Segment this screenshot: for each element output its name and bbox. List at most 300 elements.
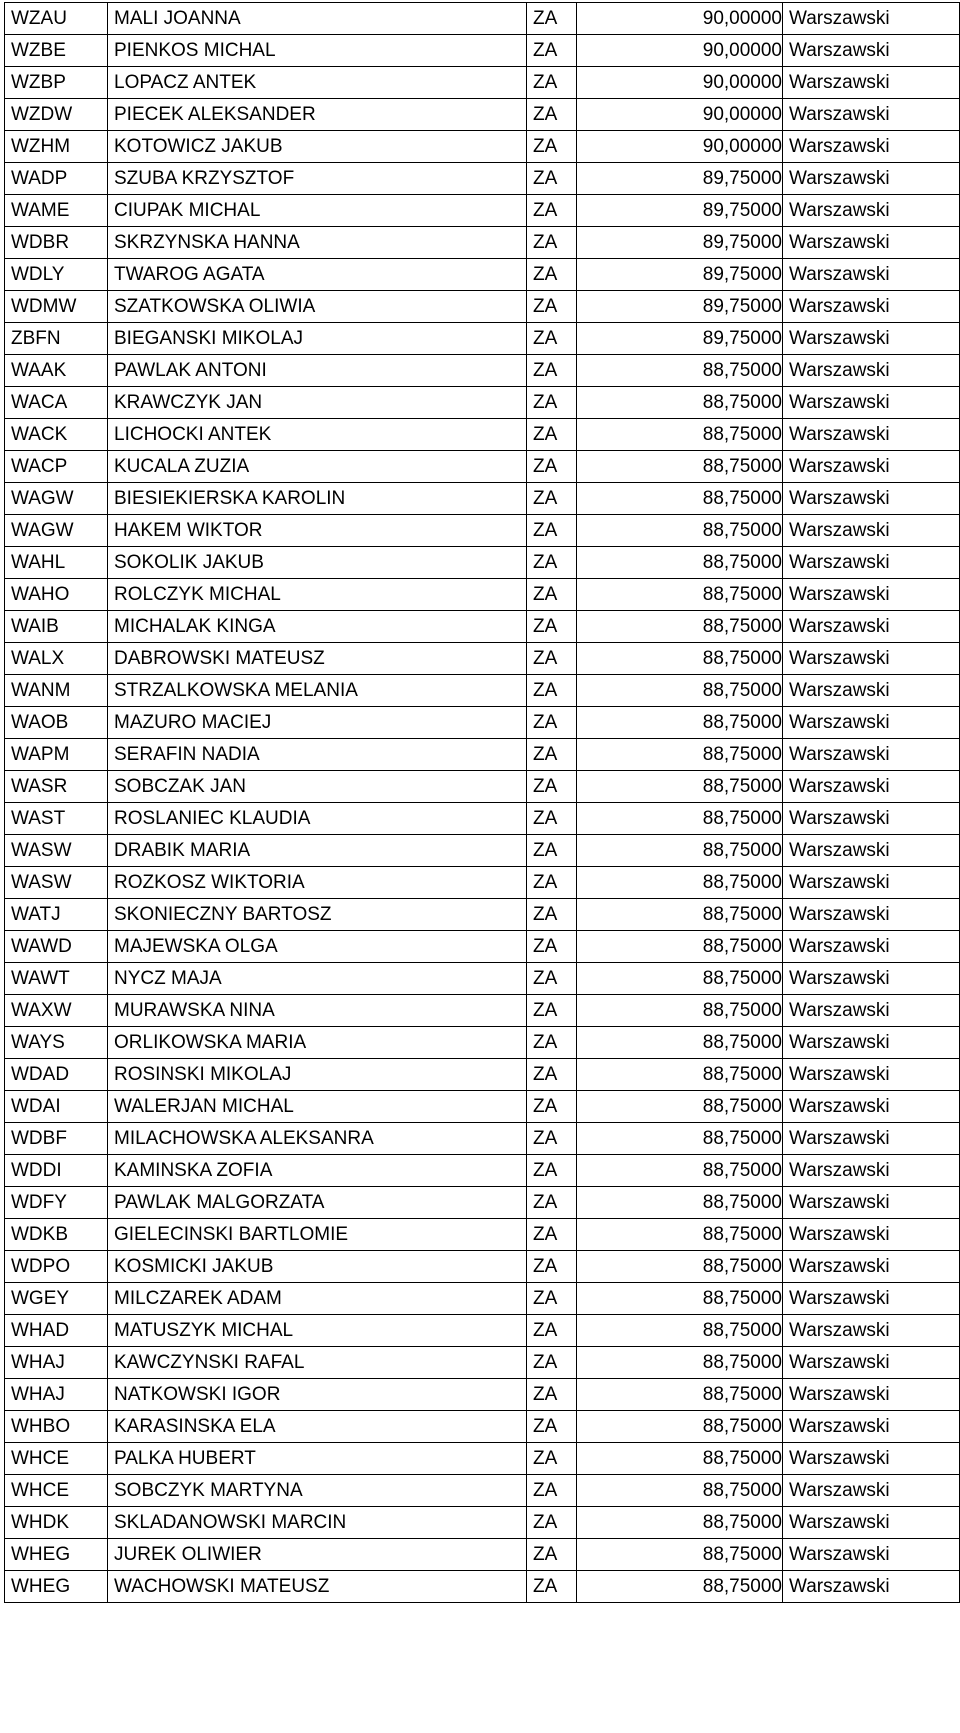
row-score-cell: 88,75000: [577, 387, 783, 419]
row-code-cell: WDAD: [5, 1059, 108, 1091]
row-class-cell: ZA: [527, 451, 577, 483]
row-region-cell: Warszawski: [783, 1219, 960, 1251]
row-class-cell: ZA: [527, 1155, 577, 1187]
table-row: [5, 899, 960, 931]
row-class-cell: ZA: [527, 1443, 577, 1475]
row-name-cell: PIECEK ALEKSANDER: [108, 99, 527, 131]
row-code-cell: WAAK: [5, 355, 108, 387]
row-code-cell: WDDI: [5, 1155, 108, 1187]
row-name-cell: KUCALA ZUZIA: [108, 451, 527, 483]
row-name-cell: MAZURO MACIEJ: [108, 707, 527, 739]
table-row: [5, 547, 960, 579]
row-class-cell: ZA: [527, 99, 577, 131]
row-class-cell: ZA: [527, 1027, 577, 1059]
row-name-cell: SKRZYNSKA HANNA: [108, 227, 527, 259]
row-region-cell: Warszawski: [783, 643, 960, 675]
table-row: [5, 1315, 960, 1347]
row-score-cell: 88,75000: [577, 931, 783, 963]
table-row: [5, 1539, 960, 1571]
row-region-cell: Warszawski: [783, 867, 960, 899]
table-row: [5, 611, 960, 643]
row-score-cell: 90,00000: [577, 99, 783, 131]
row-code-cell: WHAJ: [5, 1347, 108, 1379]
row-name-cell: SKLADANOWSKI MARCIN: [108, 1507, 527, 1539]
row-class-cell: ZA: [527, 1379, 577, 1411]
row-score-cell: 88,75000: [577, 1379, 783, 1411]
row-score-cell: 88,75000: [577, 1027, 783, 1059]
row-code-cell: WAHL: [5, 547, 108, 579]
row-class-cell: ZA: [527, 867, 577, 899]
row-score-cell: 88,75000: [577, 867, 783, 899]
row-region-cell: Warszawski: [783, 1507, 960, 1539]
row-name-cell: NATKOWSKI IGOR: [108, 1379, 527, 1411]
row-class-cell: ZA: [527, 643, 577, 675]
row-region-cell: Warszawski: [783, 1155, 960, 1187]
row-class-cell: ZA: [527, 387, 577, 419]
row-region-cell: Warszawski: [783, 1187, 960, 1219]
row-code-cell: WHAJ: [5, 1379, 108, 1411]
row-score-cell: 88,75000: [577, 1123, 783, 1155]
row-code-cell: WAXW: [5, 995, 108, 1027]
row-name-cell: SZATKOWSKA OLIWIA: [108, 291, 527, 323]
row-class-cell: ZA: [527, 1283, 577, 1315]
row-region-cell: Warszawski: [783, 1539, 960, 1571]
row-code-cell: WANM: [5, 675, 108, 707]
row-region-cell: Warszawski: [783, 227, 960, 259]
row-class-cell: ZA: [527, 1091, 577, 1123]
row-score-cell: 88,75000: [577, 1539, 783, 1571]
row-name-cell: SKONIECZNY BARTOSZ: [108, 899, 527, 931]
row-name-cell: PALKA HUBERT: [108, 1443, 527, 1475]
row-code-cell: WHAD: [5, 1315, 108, 1347]
row-code-cell: WDBR: [5, 227, 108, 259]
row-region-cell: Warszawski: [783, 1251, 960, 1283]
row-name-cell: SOBCZYK MARTYNA: [108, 1475, 527, 1507]
row-class-cell: ZA: [527, 611, 577, 643]
row-class-cell: ZA: [527, 1219, 577, 1251]
row-code-cell: WDMW: [5, 291, 108, 323]
row-region-cell: Warszawski: [783, 3, 960, 35]
row-code-cell: WAGW: [5, 483, 108, 515]
row-name-cell: ROSINSKI MIKOLAJ: [108, 1059, 527, 1091]
row-code-cell: WACP: [5, 451, 108, 483]
row-name-cell: BIEGANSKI MIKOLAJ: [108, 323, 527, 355]
row-class-cell: ZA: [527, 579, 577, 611]
row-score-cell: 90,00000: [577, 3, 783, 35]
row-score-cell: 88,75000: [577, 1443, 783, 1475]
table-row: [5, 35, 960, 67]
row-code-cell: WHCE: [5, 1475, 108, 1507]
table-row: [5, 1443, 960, 1475]
row-score-cell: 88,75000: [577, 483, 783, 515]
row-code-cell: WZBE: [5, 35, 108, 67]
row-name-cell: ROZKOSZ WIKTORIA: [108, 867, 527, 899]
table-row: [5, 1507, 960, 1539]
table-row: [5, 1571, 960, 1603]
row-class-cell: ZA: [527, 1507, 577, 1539]
row-score-cell: 88,75000: [577, 963, 783, 995]
results-sheet: [4, 2, 960, 1603]
row-score-cell: 88,75000: [577, 643, 783, 675]
row-score-cell: 88,75000: [577, 1411, 783, 1443]
row-class-cell: ZA: [527, 1411, 577, 1443]
row-name-cell: PIENKOS MICHAL: [108, 35, 527, 67]
row-class-cell: ZA: [527, 355, 577, 387]
row-region-cell: Warszawski: [783, 419, 960, 451]
row-code-cell: WADP: [5, 163, 108, 195]
row-region-cell: Warszawski: [783, 1091, 960, 1123]
row-score-cell: 88,75000: [577, 675, 783, 707]
row-name-cell: SOBCZAK JAN: [108, 771, 527, 803]
row-class-cell: ZA: [527, 931, 577, 963]
row-score-cell: 88,75000: [577, 419, 783, 451]
row-name-cell: WACHOWSKI MATEUSZ: [108, 1571, 527, 1603]
row-class-cell: ZA: [527, 131, 577, 163]
row-region-cell: Warszawski: [783, 1283, 960, 1315]
table-row: [5, 1347, 960, 1379]
row-score-cell: 88,75000: [577, 515, 783, 547]
row-score-cell: 88,75000: [577, 739, 783, 771]
table-row: [5, 963, 960, 995]
row-score-cell: 88,75000: [577, 1475, 783, 1507]
row-code-cell: WACK: [5, 419, 108, 451]
row-name-cell: KRAWCZYK JAN: [108, 387, 527, 419]
row-region-cell: Warszawski: [783, 35, 960, 67]
row-region-cell: Warszawski: [783, 355, 960, 387]
row-region-cell: Warszawski: [783, 483, 960, 515]
row-name-cell: TWAROG AGATA: [108, 259, 527, 291]
table-row: [5, 1027, 960, 1059]
row-region-cell: Warszawski: [783, 1027, 960, 1059]
row-region-cell: Warszawski: [783, 931, 960, 963]
row-name-cell: DABROWSKI MATEUSZ: [108, 643, 527, 675]
row-name-cell: JUREK OLIWIER: [108, 1539, 527, 1571]
row-region-cell: Warszawski: [783, 259, 960, 291]
row-code-cell: WDAI: [5, 1091, 108, 1123]
row-code-cell: WAHO: [5, 579, 108, 611]
row-name-cell: MALI JOANNA: [108, 3, 527, 35]
row-class-cell: ZA: [527, 1539, 577, 1571]
row-score-cell: 89,75000: [577, 195, 783, 227]
row-region-cell: Warszawski: [783, 1411, 960, 1443]
table-row: [5, 1187, 960, 1219]
row-name-cell: KOTOWICZ JAKUB: [108, 131, 527, 163]
row-score-cell: 88,75000: [577, 579, 783, 611]
table-row: [5, 195, 960, 227]
row-region-cell: Warszawski: [783, 323, 960, 355]
row-score-cell: 88,75000: [577, 771, 783, 803]
row-region-cell: Warszawski: [783, 579, 960, 611]
row-code-cell: WASW: [5, 867, 108, 899]
row-region-cell: Warszawski: [783, 387, 960, 419]
row-class-cell: ZA: [527, 163, 577, 195]
row-score-cell: 88,75000: [577, 707, 783, 739]
row-region-cell: Warszawski: [783, 995, 960, 1027]
row-score-cell: 88,75000: [577, 1251, 783, 1283]
row-region-cell: Warszawski: [783, 163, 960, 195]
row-name-cell: ORLIKOWSKA MARIA: [108, 1027, 527, 1059]
row-name-cell: KAWCZYNSKI RAFAL: [108, 1347, 527, 1379]
row-class-cell: ZA: [527, 803, 577, 835]
table-row: [5, 579, 960, 611]
row-score-cell: 88,75000: [577, 995, 783, 1027]
row-class-cell: ZA: [527, 227, 577, 259]
row-region-cell: Warszawski: [783, 803, 960, 835]
row-score-cell: 88,75000: [577, 451, 783, 483]
row-score-cell: 88,75000: [577, 355, 783, 387]
row-region-cell: Warszawski: [783, 1347, 960, 1379]
table-row: [5, 867, 960, 899]
row-class-cell: ZA: [527, 835, 577, 867]
row-class-cell: ZA: [527, 515, 577, 547]
row-region-cell: Warszawski: [783, 707, 960, 739]
row-class-cell: ZA: [527, 899, 577, 931]
row-code-cell: WZDW: [5, 99, 108, 131]
row-region-cell: Warszawski: [783, 1443, 960, 1475]
row-class-cell: ZA: [527, 963, 577, 995]
row-region-cell: Warszawski: [783, 99, 960, 131]
table-row: [5, 1283, 960, 1315]
row-name-cell: ROLCZYK MICHAL: [108, 579, 527, 611]
row-class-cell: ZA: [527, 707, 577, 739]
row-code-cell: WHCE: [5, 1443, 108, 1475]
table-row: [5, 1251, 960, 1283]
table-row: [5, 995, 960, 1027]
row-region-cell: Warszawski: [783, 1123, 960, 1155]
row-region-cell: Warszawski: [783, 515, 960, 547]
results-table: [4, 2, 960, 1603]
table-row: [5, 323, 960, 355]
results-table-body: [5, 3, 960, 1603]
row-code-cell: WAIB: [5, 611, 108, 643]
row-code-cell: WHEG: [5, 1539, 108, 1571]
table-row: [5, 483, 960, 515]
row-name-cell: SERAFIN NADIA: [108, 739, 527, 771]
row-code-cell: WGEY: [5, 1283, 108, 1315]
row-score-cell: 88,75000: [577, 1091, 783, 1123]
row-class-cell: ZA: [527, 195, 577, 227]
row-class-cell: ZA: [527, 547, 577, 579]
row-name-cell: CIUPAK MICHAL: [108, 195, 527, 227]
row-class-cell: ZA: [527, 483, 577, 515]
row-region-cell: Warszawski: [783, 611, 960, 643]
row-score-cell: 88,75000: [577, 1187, 783, 1219]
table-row: [5, 419, 960, 451]
row-class-cell: ZA: [527, 771, 577, 803]
row-name-cell: KARASINSKA ELA: [108, 1411, 527, 1443]
table-row: [5, 3, 960, 35]
table-row: [5, 707, 960, 739]
row-region-cell: Warszawski: [783, 675, 960, 707]
row-score-cell: 90,00000: [577, 131, 783, 163]
row-class-cell: ZA: [527, 1571, 577, 1603]
row-code-cell: WAME: [5, 195, 108, 227]
table-row: [5, 1091, 960, 1123]
row-score-cell: 88,75000: [577, 899, 783, 931]
row-name-cell: LICHOCKI ANTEK: [108, 419, 527, 451]
row-score-cell: 88,75000: [577, 1571, 783, 1603]
table-row: [5, 803, 960, 835]
table-row: [5, 1155, 960, 1187]
row-name-cell: PAWLAK ANTONI: [108, 355, 527, 387]
row-code-cell: WZHM: [5, 131, 108, 163]
row-class-cell: ZA: [527, 1315, 577, 1347]
table-row: [5, 739, 960, 771]
row-score-cell: 88,75000: [577, 1219, 783, 1251]
row-code-cell: WAPM: [5, 739, 108, 771]
row-name-cell: NYCZ MAJA: [108, 963, 527, 995]
table-row: [5, 387, 960, 419]
row-name-cell: WALERJAN MICHAL: [108, 1091, 527, 1123]
row-class-cell: ZA: [527, 1123, 577, 1155]
row-score-cell: 89,75000: [577, 227, 783, 259]
row-class-cell: ZA: [527, 291, 577, 323]
row-score-cell: 88,75000: [577, 547, 783, 579]
row-name-cell: PAWLAK MALGORZATA: [108, 1187, 527, 1219]
row-code-cell: WDPO: [5, 1251, 108, 1283]
row-code-cell: WAWD: [5, 931, 108, 963]
row-region-cell: Warszawski: [783, 1059, 960, 1091]
row-code-cell: WAST: [5, 803, 108, 835]
row-name-cell: MURAWSKA NINA: [108, 995, 527, 1027]
table-row: [5, 675, 960, 707]
row-code-cell: WASW: [5, 835, 108, 867]
row-code-cell: WDKB: [5, 1219, 108, 1251]
row-region-cell: Warszawski: [783, 1475, 960, 1507]
table-row: [5, 931, 960, 963]
row-region-cell: Warszawski: [783, 899, 960, 931]
row-class-cell: ZA: [527, 675, 577, 707]
table-row: [5, 1379, 960, 1411]
row-region-cell: Warszawski: [783, 451, 960, 483]
row-region-cell: Warszawski: [783, 963, 960, 995]
row-class-cell: ZA: [527, 419, 577, 451]
row-code-cell: WAOB: [5, 707, 108, 739]
row-name-cell: MAJEWSKA OLGA: [108, 931, 527, 963]
row-score-cell: 88,75000: [577, 1059, 783, 1091]
row-score-cell: 89,75000: [577, 323, 783, 355]
row-name-cell: MATUSZYK MICHAL: [108, 1315, 527, 1347]
table-row: [5, 1475, 960, 1507]
table-row: [5, 1219, 960, 1251]
table-row: [5, 67, 960, 99]
table-row: [5, 99, 960, 131]
table-row: [5, 355, 960, 387]
row-region-cell: Warszawski: [783, 1379, 960, 1411]
row-name-cell: LOPACZ ANTEK: [108, 67, 527, 99]
row-name-cell: KOSMICKI JAKUB: [108, 1251, 527, 1283]
row-code-cell: WHEG: [5, 1571, 108, 1603]
table-row: [5, 291, 960, 323]
row-region-cell: Warszawski: [783, 547, 960, 579]
row-class-cell: ZA: [527, 67, 577, 99]
row-name-cell: HAKEM WIKTOR: [108, 515, 527, 547]
row-region-cell: Warszawski: [783, 771, 960, 803]
row-score-cell: 88,75000: [577, 835, 783, 867]
row-class-cell: ZA: [527, 1347, 577, 1379]
row-score-cell: 88,75000: [577, 1507, 783, 1539]
row-class-cell: ZA: [527, 1059, 577, 1091]
row-name-cell: MILACHOWSKA ALEKSANRA: [108, 1123, 527, 1155]
row-region-cell: Warszawski: [783, 835, 960, 867]
row-code-cell: WDLY: [5, 259, 108, 291]
row-score-cell: 88,75000: [577, 1347, 783, 1379]
row-region-cell: Warszawski: [783, 195, 960, 227]
row-name-cell: SZUBA KRZYSZTOF: [108, 163, 527, 195]
row-name-cell: ROSLANIEC KLAUDIA: [108, 803, 527, 835]
row-code-cell: WASR: [5, 771, 108, 803]
row-name-cell: BIESIEKIERSKA KAROLIN: [108, 483, 527, 515]
row-class-cell: ZA: [527, 1251, 577, 1283]
row-class-cell: ZA: [527, 1187, 577, 1219]
row-code-cell: WHBO: [5, 1411, 108, 1443]
row-score-cell: 90,00000: [577, 35, 783, 67]
table-row: [5, 451, 960, 483]
row-score-cell: 88,75000: [577, 1155, 783, 1187]
row-code-cell: WATJ: [5, 899, 108, 931]
row-score-cell: 89,75000: [577, 291, 783, 323]
table-row: [5, 259, 960, 291]
table-row: [5, 131, 960, 163]
table-row: [5, 515, 960, 547]
row-score-cell: 88,75000: [577, 1315, 783, 1347]
row-class-cell: ZA: [527, 1475, 577, 1507]
table-row: [5, 227, 960, 259]
row-class-cell: ZA: [527, 323, 577, 355]
row-code-cell: WALX: [5, 643, 108, 675]
row-score-cell: 88,75000: [577, 1283, 783, 1315]
table-row: [5, 1059, 960, 1091]
table-row: [5, 835, 960, 867]
row-code-cell: WDFY: [5, 1187, 108, 1219]
row-region-cell: Warszawski: [783, 1571, 960, 1603]
table-row: [5, 1123, 960, 1155]
row-name-cell: SOKOLIK JAKUB: [108, 547, 527, 579]
table-row: [5, 1411, 960, 1443]
row-name-cell: DRABIK MARIA: [108, 835, 527, 867]
row-score-cell: 89,75000: [577, 259, 783, 291]
table-row: [5, 771, 960, 803]
table-row: [5, 643, 960, 675]
row-code-cell: WAGW: [5, 515, 108, 547]
row-region-cell: Warszawski: [783, 67, 960, 99]
row-code-cell: WAYS: [5, 1027, 108, 1059]
row-name-cell: KAMINSKA ZOFIA: [108, 1155, 527, 1187]
row-code-cell: WHDK: [5, 1507, 108, 1539]
row-class-cell: ZA: [527, 995, 577, 1027]
row-score-cell: 88,75000: [577, 611, 783, 643]
row-class-cell: ZA: [527, 35, 577, 67]
row-code-cell: ZBFN: [5, 323, 108, 355]
row-code-cell: WZAU: [5, 3, 108, 35]
row-region-cell: Warszawski: [783, 739, 960, 771]
row-name-cell: GIELECINSKI BARTLOMIE: [108, 1219, 527, 1251]
row-region-cell: Warszawski: [783, 1315, 960, 1347]
row-code-cell: WACA: [5, 387, 108, 419]
row-region-cell: Warszawski: [783, 291, 960, 323]
row-score-cell: 90,00000: [577, 67, 783, 99]
row-name-cell: MICHALAK KINGA: [108, 611, 527, 643]
table-row: [5, 163, 960, 195]
row-class-cell: ZA: [527, 259, 577, 291]
row-score-cell: 88,75000: [577, 803, 783, 835]
row-code-cell: WDBF: [5, 1123, 108, 1155]
row-code-cell: WZBP: [5, 67, 108, 99]
row-score-cell: 89,75000: [577, 163, 783, 195]
row-name-cell: MILCZAREK ADAM: [108, 1283, 527, 1315]
row-name-cell: STRZALKOWSKA MELANIA: [108, 675, 527, 707]
row-region-cell: Warszawski: [783, 131, 960, 163]
